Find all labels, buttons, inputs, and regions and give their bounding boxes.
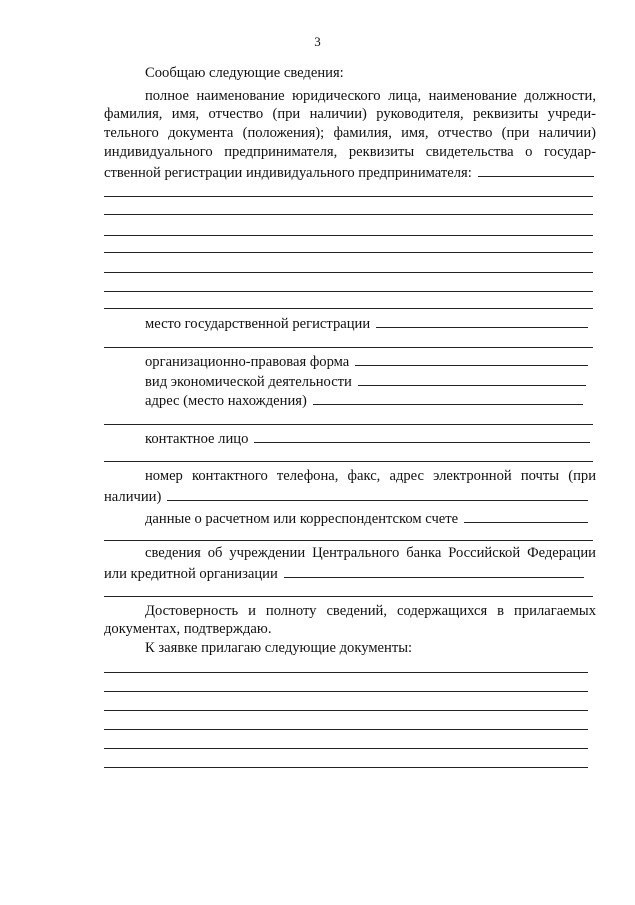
address-label: адрес (место нахождения) bbox=[145, 393, 307, 409]
attachments-intro: К заявке прилагаю следующие документы: bbox=[145, 640, 413, 656]
confirmation-line-1: Достоверность и полноту сведений, содержащихся в прилагаемых bbox=[145, 603, 596, 619]
registration-place-label: место государственной регистрации bbox=[145, 316, 371, 332]
blank-line[interactable] bbox=[104, 272, 593, 273]
bank-account-row bbox=[145, 508, 588, 528]
contacts-label-line-2: наличии) bbox=[104, 489, 162, 505]
name-block-line-1: полное наименование юридического лица, наименование должности, bbox=[145, 88, 596, 104]
blank-line[interactable] bbox=[104, 691, 588, 692]
name-block-line-5-label: ственной регистрации индивидуального предпринимателя: bbox=[104, 165, 472, 181]
blank-line[interactable] bbox=[104, 729, 588, 730]
activity-type-blank[interactable] bbox=[358, 371, 586, 386]
legal-form-blank[interactable] bbox=[355, 351, 588, 366]
intro-text: Сообщаю следующие сведения: bbox=[145, 65, 344, 81]
activity-type-row bbox=[145, 371, 586, 391]
bank-account-label: данные о расчетном или корреспондентском счете bbox=[145, 511, 459, 527]
bank-info-label-line-2: или кредитной организации bbox=[104, 566, 278, 582]
blank-line[interactable] bbox=[104, 291, 593, 292]
blank-line[interactable] bbox=[104, 424, 593, 425]
blank-line[interactable] bbox=[104, 196, 593, 197]
bank-info-blank[interactable] bbox=[284, 563, 584, 578]
blank-line[interactable] bbox=[104, 672, 588, 673]
contact-person-label: контактное лицо bbox=[145, 431, 249, 447]
legal-form-label: организационно-правовая форма bbox=[145, 354, 350, 370]
blank-line[interactable] bbox=[104, 767, 588, 768]
contacts-row bbox=[104, 486, 588, 506]
contact-person-blank[interactable] bbox=[254, 428, 590, 443]
name-block-line-4: индивидуального предпринимателя, реквизиты свидетельства о государ- bbox=[104, 144, 596, 160]
contacts-blank[interactable] bbox=[167, 486, 588, 501]
blank-line[interactable] bbox=[104, 748, 588, 749]
address-row bbox=[145, 390, 583, 410]
name-block-line-3: тельного документа (положения); фамилия, имя, отчество (при наличии) bbox=[104, 125, 596, 141]
registration-place-row bbox=[145, 313, 588, 333]
name-block-line-2: фамилия, имя, отчество (при наличии) руководителя, реквизиты учреди- bbox=[104, 106, 596, 122]
blank-line[interactable] bbox=[104, 596, 593, 597]
legal-form-row bbox=[145, 351, 588, 371]
blank-line[interactable] bbox=[104, 347, 593, 348]
bank-info-row bbox=[104, 563, 584, 583]
name-block-blank[interactable] bbox=[478, 162, 594, 177]
bank-info-label-line-1: сведения об учреждении Центрального банка Российской Федерации bbox=[145, 545, 596, 561]
page-number: 3 bbox=[314, 34, 321, 49]
blank-line[interactable] bbox=[104, 461, 593, 462]
blank-line[interactable] bbox=[104, 540, 593, 541]
contact-person-row bbox=[145, 428, 590, 448]
address-blank[interactable] bbox=[313, 390, 583, 405]
blank-line[interactable] bbox=[104, 214, 593, 215]
blank-line[interactable] bbox=[104, 235, 593, 236]
blank-line[interactable] bbox=[104, 710, 588, 711]
blank-line[interactable] bbox=[104, 252, 593, 253]
blank-line[interactable] bbox=[104, 308, 593, 309]
name-block-line-5 bbox=[104, 162, 594, 182]
bank-account-blank[interactable] bbox=[464, 508, 588, 523]
activity-type-label: вид экономической деятельности bbox=[145, 374, 352, 390]
contacts-label-line-1: номер контактного телефона, факс, адрес электронной почты (при bbox=[145, 468, 596, 484]
confirmation-line-2: документах, подтверждаю. bbox=[104, 621, 272, 637]
registration-place-blank[interactable] bbox=[376, 313, 588, 328]
